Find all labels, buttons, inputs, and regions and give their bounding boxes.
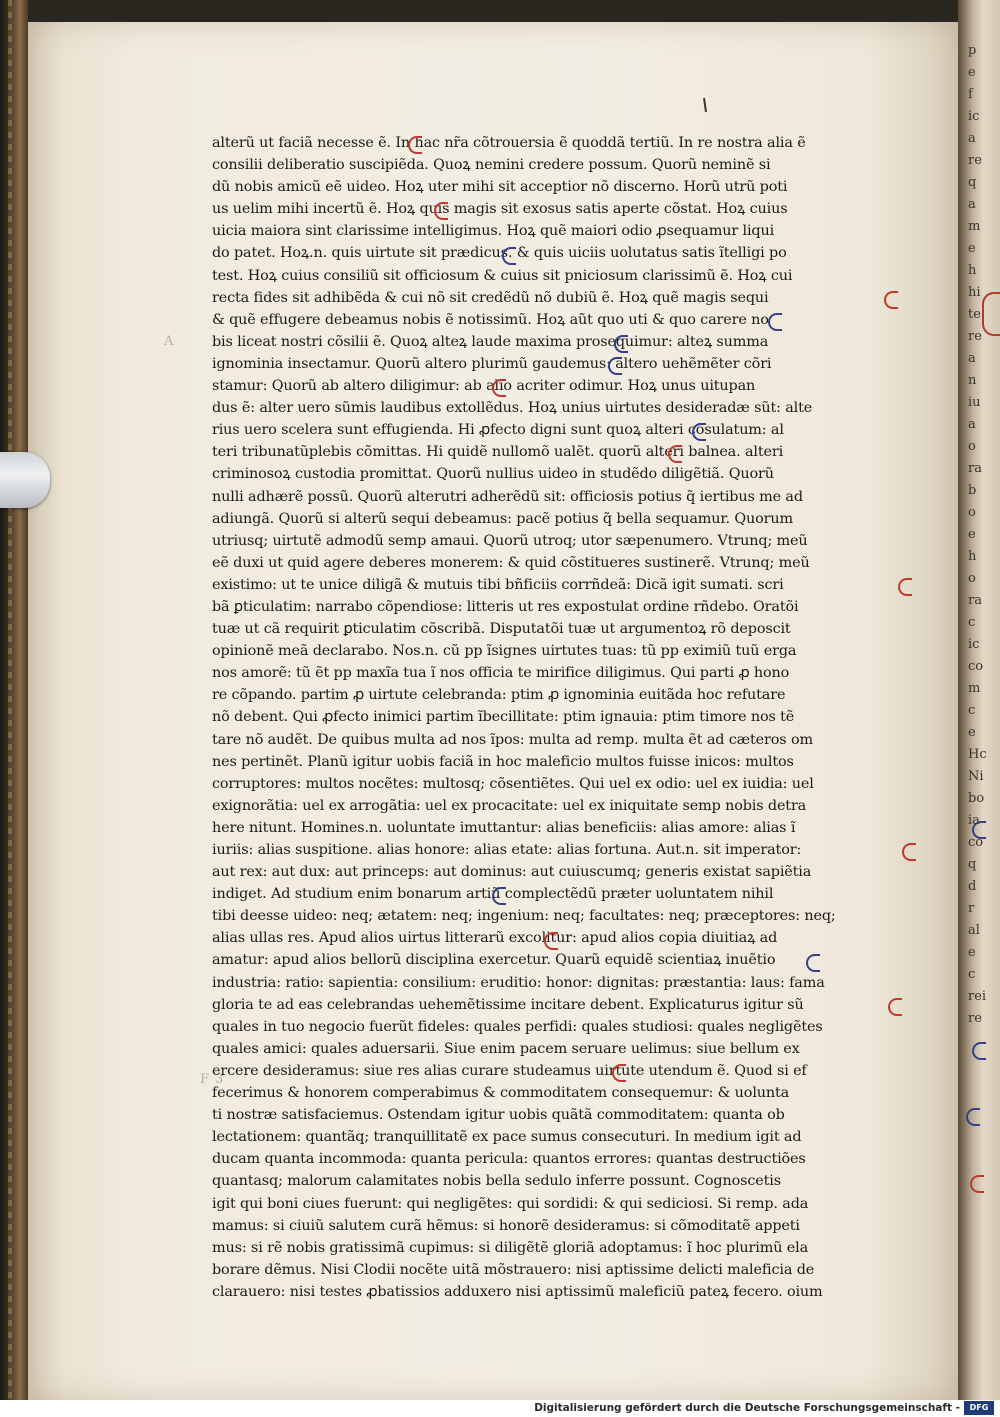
text-line: ti nostræ satisfaciemus. Ostendam igitur uobis quãtã commoditatem: quanta ob [212,1107,785,1124]
margin-mark: A [164,334,175,349]
text-line: bis liceat nostri cõsilii ẽ. Quoꝝ alteꝝ laude maxima prosequimur: alteꝝ summa [212,333,769,350]
text-line: eẽ duxi ut quid agere deberes monerem: & quid cõstitueres sustinerẽ. Vtrunq; meũ [212,554,810,571]
paragraph-mark [806,954,820,972]
facing-page-fragment: re [968,1011,982,1026]
text-line: aut rex: aut dux: aut princeps: aut dominus: aut cuiuscumq; generis existat sapiẽtia [212,864,812,881]
facing-page-fragment: e [968,241,976,256]
text-line: dũ nobis amicũ eẽ uideo. Hoꝝ uter mihi sit acceptior nõ discerno. Horũ utrũ poti [212,179,788,196]
text-line: industria: ratio: sapientia: consilium: eruditio: honor: dignitas: præstantia: laus: fama [212,974,825,991]
text-line: borare dẽmus. Nisi Clodii nocẽte uitã mõstrauero: nisi aptissime delicti maleficia de [212,1261,815,1278]
paragraph-mark [408,136,422,154]
text-line: quantasq; malorum calamitates nobis bella sedulo inferre possunt. Cognoscetis [212,1173,781,1190]
text-line: amatur: apud alios bellorũ disciplina exercetur. Quarũ equidẽ scientiaꝝ inuẽtio [212,952,776,969]
facing-page-fragment: a [968,131,976,146]
text-line: nes pertinẽt. Planũ igitur uobis faciã in hoc maleficio multos fuisse inicos: multos [212,753,794,770]
facing-page-fragment: c [968,967,976,982]
text-line: adiungã. Quorũ si alterũ sequi debeamus: pacẽ potius q̃ bella sequamur. Quorum [212,510,794,527]
facing-page-fragment: h [968,549,977,564]
paragraph-mark [612,1064,626,1082]
facing-page-fragment: ra [968,593,982,608]
facing-page-fragment: f [968,87,973,102]
text-line: bã ꝑticulatim: narrabo cõpendiose: litteris ut res expostulat ordine rñdebo. Oratõi [212,598,799,615]
facing-page-fragment: re [968,329,982,344]
text-line: alterũ ut faciã necesse ẽ. In hac nr̃a cõtrouersia ẽ quoddã tertiũ. In re nostra alia ẽ [212,135,806,151]
text-line: mamus: si ciuiũ salutem curã hẽmus: si honorẽ desideramus: si cõmoditatẽ appeti [212,1217,800,1234]
text-line: lectationem: quantãq; tranquillitatẽ ex pace sumus consecuturi. In medium igit ad [212,1129,802,1146]
facing-page-fragment: r [968,901,975,916]
text-line: test. Hoꝝ cuius consiliũ sit officiosum & cuius sit pniciosum clarissimũ ẽ. Hoꝝ cui [212,267,793,284]
text-line: uicia maiora sint clarissime intelligimus. Hoꝝ quẽ maiori odio ꝓsequamur liqui [212,223,775,240]
paragraph-mark [614,335,628,353]
paragraph-mark [768,313,782,331]
text-line: ercere desideramus: siue res alias curare studeamus uirtute utendum ẽ. Quod si ef [212,1062,807,1079]
text-line: ducam quanta incommoda: quanta pericula: quantos errores: quantas destructiões [212,1151,806,1168]
text-line: teri tribunatũplebis cõmittas. Hi quidẽ nullomõ ualẽt. quorũ alteri balnea. alteri [212,444,784,461]
facing-page-fragment: m [968,681,981,696]
facing-page-fragment: co [968,835,984,850]
facing-page-fragment: ic [968,637,980,652]
paragraph-mark [492,379,506,397]
facing-page-fragment: ra [968,461,982,476]
facing-page-fragment: e [968,725,976,740]
facing-page-fragment: ic [968,109,980,124]
text-line: nulli adhærẽ possũ. Quorũ alterutri adherẽdũ sit: officiosis potius q̃ iertibus me ad [212,488,803,505]
paragraph-mark [492,887,506,905]
paragraph-mark [902,843,916,861]
text-line: indiget. Ad studium enim bonarum artiũ complectẽdũ præter uoluntatem nihil [212,886,774,903]
paragraph-mark [544,932,558,950]
binding-edge [0,0,28,1400]
text-line: tuæ ut cã requirit ꝑticulatim cõscribã. Disputatõi tuæ ut argumentoꝝ rõ deposcit [212,621,791,638]
text-line: us uelim mihi incertũ ẽ. Hoꝝ quis magis sit exosus satis aperte cõstat. Hoꝝ cuius [212,201,788,218]
text-line: tibi deesse uideo: neq; ætatem: neq; ingenium: neq; facultates: neq; præceptores: neq; [212,908,836,925]
facing-page-fragment: Hc [968,747,987,762]
facing-page-fragment: iu [968,395,981,410]
facing-page-fragment: q [968,857,977,872]
text-line: here nitunt. Homines.n. uoluntate imuttantur: alias beneficiis: alias amore: alias ĩ [212,819,796,836]
text-line: rius uero scelera sunt effugienda. Hi ꝓfecto digni sunt quoꝝ alteri cõsulatum: al [212,422,784,439]
facing-page-fragment: q [968,175,977,190]
text-line: & quẽ effugere debeamus nobis ẽ notissimũ. Hoꝝ aũt quo uti & quo carere no [212,311,769,328]
facing-page-fragment: te [968,307,981,322]
facing-page-text [968,40,1000,1140]
facing-page-fragment: o [968,571,976,586]
paragraph-mark [608,357,622,375]
facing-page-fragment: m [968,219,981,234]
facing-page-fragment: o [968,439,976,454]
facing-page-fragment: hi [968,285,981,300]
paragraph-mark [970,1175,984,1193]
text-line: utriusq; uirtutẽ admodũ semp amaui. Quorũ utroq; utor sæpenumero. Vtrunq; meũ [212,532,808,549]
paragraph-mark [502,247,516,265]
text-line: nos amorẽ: tũ ẽt pp maxĩa tua ĩ nos officia te mirifice diligimus. Qui parti ꝓ hono [212,665,790,682]
text-line: mus: si rẽ nobis gratissimã cupimus: si diligẽtẽ gloriã adoptamus: ĩ hoc plurimũ ela [212,1239,808,1256]
text-line: stamur: Quorũ ab altero diligimur: ab alio acriter odimur. Hoꝝ unus uitupan [212,378,756,395]
facing-page-fragment: a [968,417,976,432]
facing-page-fragment: p [968,43,977,58]
facing-page-fragment: o [968,505,976,520]
text-line: recta fides sit adhibẽda & cui nõ sit credẽdũ nõ dubiũ ẽ. Hoꝝ quẽ magis sequi [212,289,769,306]
facing-page-fragment: a [968,197,976,212]
margin-mark-bottom: F 3 [200,1072,225,1087]
text-line: corruptores: multos nocẽtes: multosq; cõsentiẽtes. Qui uel ex odio: uel ex iuidia: uel [212,775,814,792]
text-line: igit qui boni ciues fuerunt: qui negligẽtes: qui sordidi: & qui sediciosi. Si remp. ada [212,1195,809,1212]
facing-page-fragment: e [968,527,976,542]
facing-page-fragment: rei [968,989,987,1004]
text-line: alias ullas res. Apud alios uirtus litterarũ excolitur: apud alios copia diuitiaꝝ ad [212,930,778,947]
text-line: tare nõ audẽt. De quibus multa ad nos ĩpos: multa ad remp. multa ẽt ad cæteros om [212,731,813,748]
paragraph-mark [972,821,986,839]
dfg-credit: Digitalisierung gefördert durch die Deutsche Forschungsgemeinschaft - [534,1402,960,1414]
text-line: re cõpando. partim ꝓ uirtute celebranda: ptim ꝓ ignominia euitãda hoc refutare [212,687,786,704]
paragraph-mark [898,578,912,596]
text-line: fecerimus & honorem comperabimus & commoditatem consequemur: & uolunta [212,1085,790,1102]
text-line: clarauero: nisi testes ꝓbatissios adduxero nisi aptissimũ maleficiũ pateꝝ fecero. oium [212,1283,823,1300]
facing-page-fragment: b [968,483,977,498]
text-line: do patet. Hoꝝ.n. quis uirtute sit prædicus. & quis uiciis uolutatus satis ĩtelligi po [212,245,787,262]
facing-page-initial [982,292,1000,336]
dfg-logo: DFG [964,1401,994,1415]
text-line: consilii deliberatio suscipiẽda. Quoꝝ nemini credere possum. Quorũ neminẽ si [212,157,771,174]
paragraph-mark [966,1108,980,1126]
text-line: dus ẽ: alter uero sũmis laudibus extollẽdus. Hoꝝ unius uirtutes desideradæ sũt: alte [212,400,813,417]
digitization-footer [0,1400,1000,1417]
facing-page-fragment: e [968,945,976,960]
text-line: iuriis: alias suspitione. alias honore: alias etate: alias fortuna. Aut.n. sit imperator: [212,842,802,858]
facing-page-fragment: n [968,373,977,388]
facing-page-fragment: e [968,65,976,80]
facing-page-fragment: al [968,923,980,938]
facing-page-fragment: h [968,263,977,278]
paragraph-mark [692,423,706,441]
text-line: criminosoꝝ custodia promittat. Quorũ nullius uideo in studẽdo diligẽtiã. Quorũ [212,466,774,483]
paragraph-mark [668,445,682,463]
facing-page-fragment: Ni [968,769,984,784]
paragraph-mark [884,291,898,309]
text-line: existimo: ut te unice diligã & mutuis tibi bñficiis corrñdeã: Dicã igit sumati. scri [212,576,784,593]
text-line: ignominia insectamur. Quorũ altero plurimũ gaudemus: altero uehẽmẽter cõri [212,355,772,372]
paragraph-mark [888,998,902,1016]
text-line: quales in tuo negocio fuerũt fideles: quales perfidi: quales studiosi: quales negligẽtes [212,1018,823,1035]
text-line: nõ debent. Qui ꝓfecto inimici partim ĩbecillitate: ptim ignauia: ptim timore nos tẽ [212,709,795,726]
facing-page-fragment: co [968,659,984,674]
text-line: gloria te ad eas celebrandas uehemẽtissime incitare debent. Explicaturus igitur sũ [212,996,804,1013]
paragraph-mark [972,1042,986,1060]
text-line: exignorãtia: uel ex arrogãtia: uel ex procacitate: uel ex iniquitate semp nobis detra [212,797,807,814]
facing-page-fragment: re [968,153,982,168]
facing-page-fragment: a [968,351,976,366]
page-clip [0,452,50,508]
text-line: quales amici: quales aduersarii. Siue enim pacem seruare uelimus: siue bellum ex [212,1040,800,1057]
facing-page-fragment: c [968,615,976,630]
incunable-text-block [212,132,880,1303]
facing-page-fragment: c [968,703,976,718]
facing-page-fragment: ia [968,813,980,828]
text-line: opinionẽ meã declarabo. Nos.n. cũ pp ĩsignes uirtutes tuas: tũ pp eximiũ tuũ erga [212,643,797,660]
facing-page-fragment: d [968,879,977,894]
paragraph-mark [434,202,448,220]
facing-page-fragment: bo [968,791,985,806]
